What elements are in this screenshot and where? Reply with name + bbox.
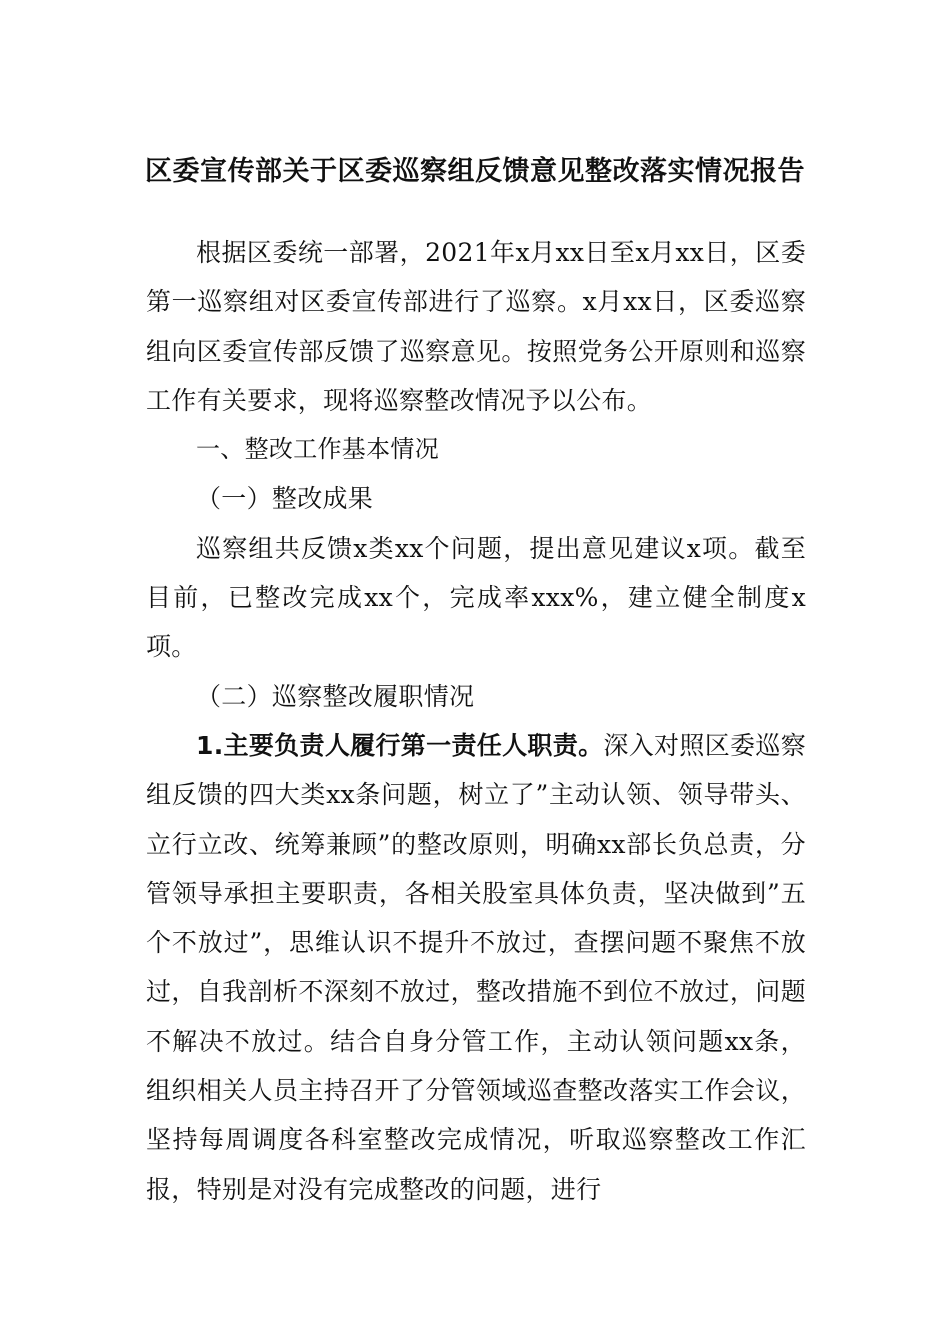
subsection-heading-duties: （二）巡察整改履职情况 — [196, 681, 475, 711]
section-heading: 一、整改工作基本情况 — [196, 435, 439, 464]
document-body — [146, 228, 806, 1214]
item-text: 深入对照区委巡察组反馈的四大类xx条问题，树立了”主动认领、领导带头、立行立改、统筹兼顾”的整改原则，明确xx部长负总责，分管领导承担主要职责，各相关股室具体负责，坚决做到”五个不放过”，思维认识不提升不放过，查摆问题不聚焦不放过，自我剖析不深刻不放过，整改措施不到位不放过，问题不解决不放过。结合自身分管工作，主动认领问题xx条，组织相关人员主持召开了分管领域巡查整改落实工作会议，坚持每周调度各科室整改完成情况，听取巡察整改工作汇报，特别是对没有完成整改的问题，进行 — [146, 730, 806, 1204]
item-lead: 1.主要负责人履行第一责任人职责。 — [196, 730, 604, 760]
subsection-heading-results: （一）整改成果 — [196, 484, 374, 514]
results-paragraph: 巡察组共反馈x类xx个问题，提出意见建议x项。截至目前，已整改完成xx个，完成率xxx%，建立健全制度x项。 — [146, 533, 806, 662]
document-title: 区委宣传部关于区委巡察组反馈意见整改落实情况报告 — [145, 156, 805, 187]
intro-paragraph: 根据区委统一部署，2021年x月xx日至x月xx日，区委第一巡察组对区委宣传部进行了巡察。x月xx日，区委巡察组向区委宣传部反馈了巡察意见。按照党务公开原则和巡察工作有关要求，现将巡察整改情况予以公布。 — [146, 238, 806, 415]
item-paragraph — [146, 721, 806, 1214]
